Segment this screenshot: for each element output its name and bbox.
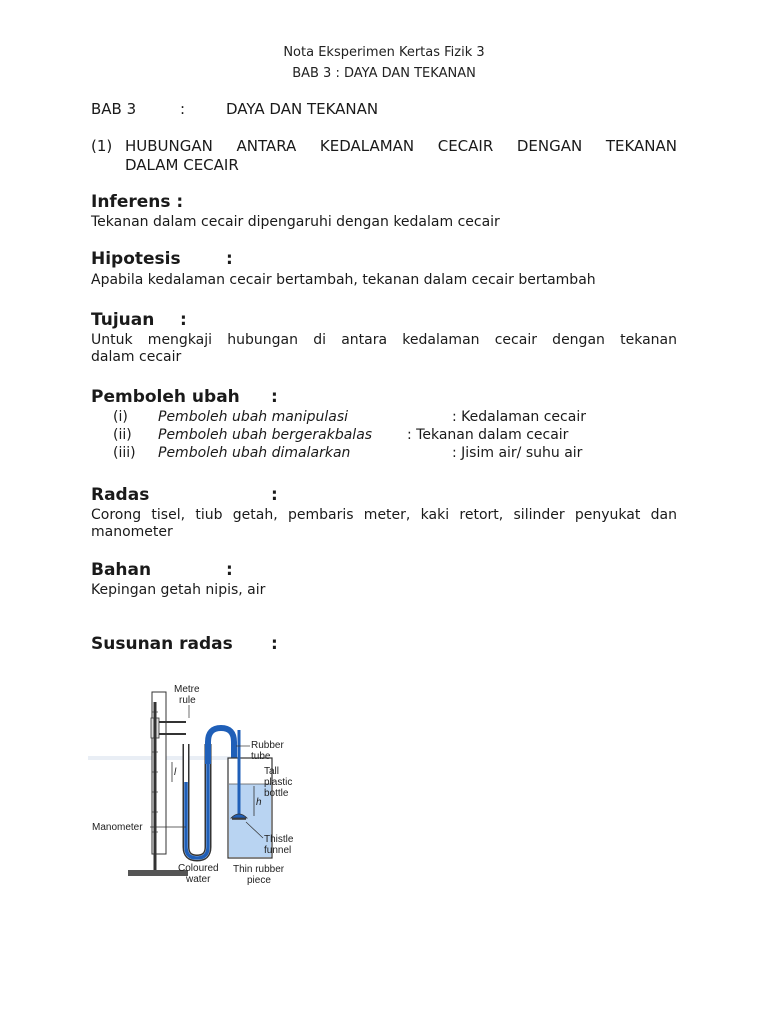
apparatus-diagram [88, 672, 318, 892]
rubber-tube-label-1: Rubber [251, 740, 284, 751]
section-title-line1: HUBUNGAN ANTARA KEDALAMAN CECAIR DENGAN TEKANAN [125, 137, 677, 155]
section-number: (1) [91, 137, 113, 155]
h-label: h [256, 797, 262, 808]
chapter-colon: : [180, 100, 186, 118]
header-subtitle: BAB 3 : DAYA DAN TEKANAN [292, 66, 476, 81]
pemboleh-ubah-heading: Pemboleh ubah [91, 387, 240, 407]
l-label: l [174, 767, 177, 778]
variable-value: : Tekanan dalam cecair [407, 427, 569, 443]
variable-value: : Jisim air/ suhu air [452, 445, 583, 461]
thin-rubber-label-1: Thin rubber [233, 864, 285, 875]
inferens-heading: Inferens : [91, 192, 184, 212]
section-title-line2: DALAM CECAIR [125, 156, 239, 174]
tujuan-text-line2: dalam cecair [91, 349, 182, 365]
tujuan-text-line1: Untuk mengkaji hubungan di antara kedalaman cecair dengan tekanan [91, 332, 677, 348]
tujuan-colon: : [180, 310, 187, 330]
radas-text-line2: manometer [91, 524, 173, 540]
tall-label-3: bottle [264, 788, 289, 799]
metre-rule-label-2: rule [179, 695, 196, 706]
tall-label-2: plastic [264, 777, 293, 788]
chapter-label: BAB 3 [91, 100, 137, 118]
header-title: Nota Eksperimen Kertas Fizik 3 [283, 45, 485, 60]
rubber-tube-label-2: tube [251, 751, 271, 762]
bahan-colon: : [226, 560, 233, 580]
radas-text-line1: Corong tisel, tiub getah, pembaris meter, kaki retort, silinder penyukat dan [91, 507, 677, 523]
coloured-water-label-2: water [186, 874, 211, 885]
pemboleh-ubah-colon: : [271, 387, 278, 407]
coloured-water-label-1: Coloured [178, 863, 219, 874]
thin-rubber-label-2: piece [247, 875, 271, 886]
metre-rule-label-1: Metre [174, 684, 200, 695]
variable-num: (iii) [113, 445, 136, 461]
manometer-tube-outline [186, 744, 208, 858]
hipotesis-text: Apabila kedalaman cecair bertambah, tekanan dalam cecair bertambah [91, 272, 596, 288]
radas-heading: Radas [91, 485, 150, 505]
tujuan-heading: Tujuan [91, 310, 155, 330]
hipotesis-colon: : [226, 249, 233, 269]
variable-num: (i) [113, 409, 128, 425]
bahan-text: Kepingan getah nipis, air [91, 582, 266, 598]
inferens-text: Tekanan dalam cecair dipengaruhi dengan kedalam cecair [91, 214, 500, 230]
thistle-label-2: funnel [264, 845, 292, 856]
variable-value: : Kedalaman cecair [452, 409, 586, 425]
variable-num: (ii) [113, 427, 132, 443]
variable-name: Pemboleh ubah manipulasi [158, 409, 349, 425]
variable-name: Pemboleh ubah dimalarkan [158, 445, 351, 461]
bahan-heading: Bahan [91, 560, 152, 580]
variable-name: Pemboleh ubah bergerakbalas [158, 427, 373, 443]
tall-label-1: Tall [264, 766, 280, 777]
manometer-label: Manometer [92, 822, 143, 833]
susunan-radas-colon: : [271, 634, 278, 654]
radas-colon: : [271, 485, 278, 505]
susunan-radas-heading: Susunan radas [91, 634, 233, 654]
thistle-label-1: Thistle [264, 834, 294, 845]
hipotesis-heading: Hipotesis [91, 249, 181, 269]
chapter-title: DAYA DAN TEKANAN [226, 100, 379, 118]
